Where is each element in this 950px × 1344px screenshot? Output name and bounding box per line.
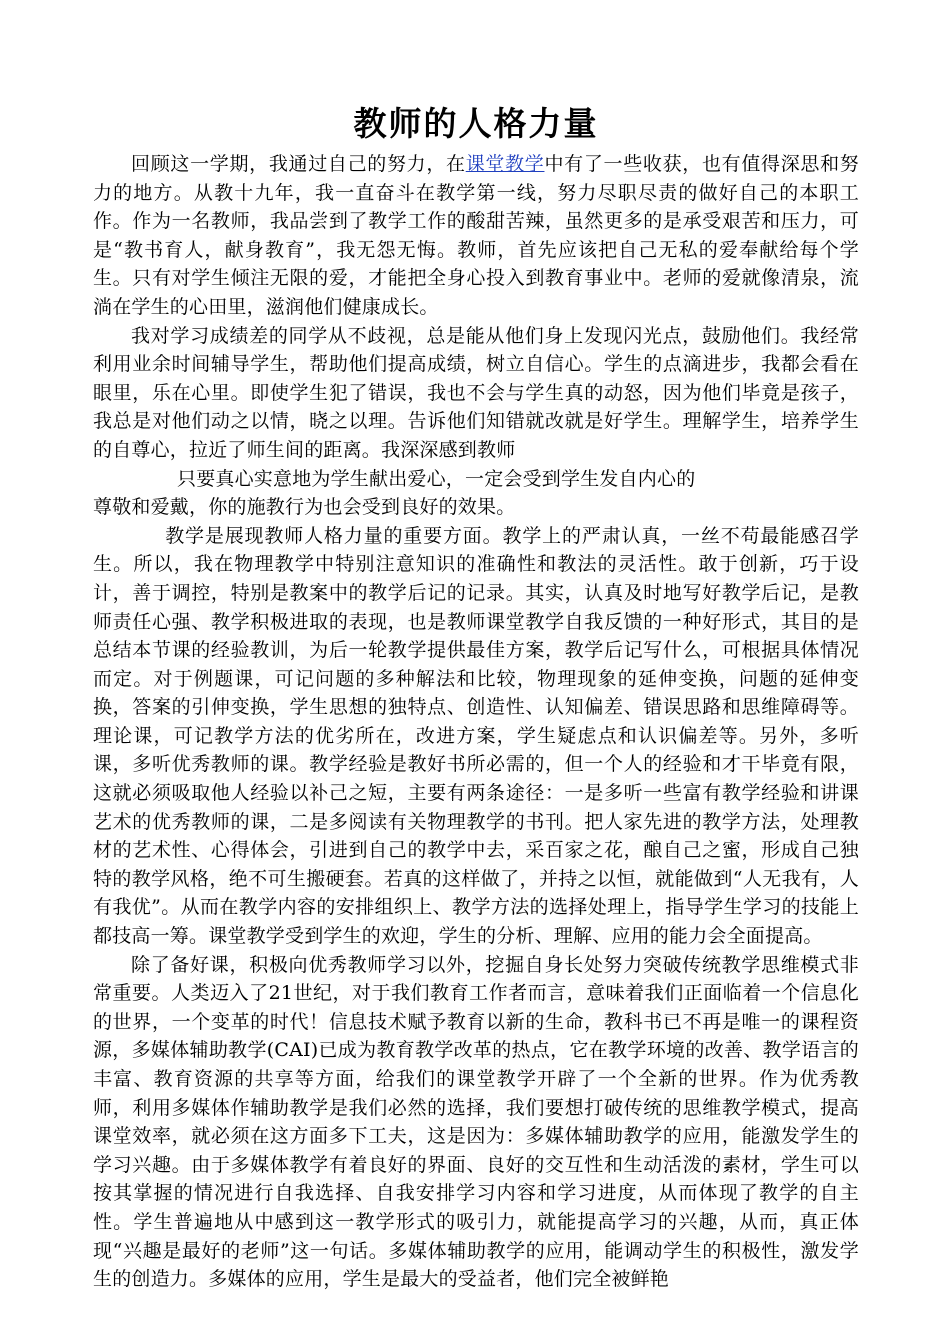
document-page [93, 100, 859, 1294]
paragraph-2-line-b: 只要真心实意地为学生献出爱心，一定会受到学生发自内心的 [177, 467, 696, 490]
paragraph-2: 我对学习成绩差的同学从不歧视，总是能从他们身上发现闪光点，鼓励他们。我经常利用业余时间辅导学生，帮助他们提高成绩，树立自信心。学生的点滴进步，我都会看在眼里，乐在心里。即使学生犯了错误，我也不会与学生真的动怒，因为他们毕竟是孩子，我总是对他们动之以情，晓之以理。告诉他们知错就改就是好学生。理解学生，培养学生的自尊心，拉近了师生间的距离。我深深感到教师 [93, 324, 859, 461]
paragraph-1-text-b: 中有了一些收获，也有值得深思和努力的地方。从教十九年，我一直奋斗在教学第一线，努力尽职尽责的做好自己的本职工作。作为一名教师，我品尝到了教学工作的酸甜苦辣，虽然更多的是承受艰苦和压力，可是“教书育人，献身教育”，我无怨无悔。教师，首先应该把自己无私的爱奉献给每个学生。只有对学生倾注无限的爱，才能把全身心投入到教育事业中。老师的爱就像清泉，流淌在学生的心田里，滋润他们健康成长。 [93, 153, 859, 318]
paragraph-2-line-c: 尊敬和爱戴，你的施教行为也会受到良好的效果。 [93, 496, 516, 519]
classroom-teaching-link[interactable]: 课堂教学 [465, 153, 545, 175]
paragraph-3: 教学是展现教师人格力量的重要方面。教学上的严肃认真，一丝不苟最能感召学生。所以，我在物理教学中特别注意知识的准确性和教法的灵活性。敢于创新，巧于设计，善于调控，特别是教案中的教学后记的记录。其实，认真及时地写好教学后记，是教师责任心强、教学积极进取的表现，也是教师课堂教学自我反馈的一种好形式，其目的是总结本节课的经验教训，为后一轮教学提供最佳方案，教学后记写什么，可根据具体情况而定。对于例题课，可记问题的多种解法和比较，物理现象的延伸变换，问题的延伸变换，答案的引伸变换，学生思想的独特点、创造性、认知偏差、错误思路和思维障碍等。理论课，可记教学方法的优劣所在，改进方案，学生疑虑点和认识偏差等。另外，多听课，多听优秀教师的课。教学经验是教好书所必需的，但一个人的经验和才干毕竟有限，这就必须吸取他人经验以补己之短，主要有两条途径：一是多听一些富有教学经验和讲课艺术的优秀教师的课，二是多阅读有关物理教学的书刊。把人家先进的教学方法，处理教材的艺术性、心得体会，引进到自己的教学中去，采百家之花，酿自己之蜜，形成自己独特的教学风格，绝不可生搬硬套。若真的这样做了，并持之以恒，就能做到“人无我有，人有我优”。从而在教学内容的安排组织上、教学方法的选择处理上，指导学生学习的技能上都技高一筹。课堂教学受到学生的欢迎，学生的分析、理解、应用的能力会全面提高。 [93, 524, 859, 948]
paragraph-4: 除了备好课，积极向优秀教师学习以外，挖掘自身长处努力突破传统教学思维模式非常重要。人类迈入了21世纪，对于我们教育工作者而言，意味着我们正面临着一个信息化的世界，一个变革的时代！信息技术赋予教育以新的生命，教科书已不再是唯一的课程资源，多媒体辅助教学(CAI)已成为教育教学改革的热点，它在教学环境的改善、教学语言的丰富、教育资源的共享等方面，给我们的课堂教学开辟了一个全新的世界。作为优秀教师，利用多媒体作辅助教学是我们必然的选择，我们要想打破传统的思维教学模式，提高课堂效率，就必须在这方面多下工夫，这是因为：多媒体辅助教学的应用，能激发学生的学习兴趣。由于多媒体教学有着良好的界面、良好的交互性和生动活泼的素材，学生可以按其掌握的情况进行自我选择、自我安排学习内容和学习进度，从而体现了教学的自主性。学生普遍地从中感到这一教学形式的吸引力，就能提高学习的兴趣，从而，真正体现“兴趣是最好的老师”这一句话。多媒体辅助教学的应用，能调动学生的积极性，激发学生的创造力。多媒体的应用，学生是最大的受益者，他们完全被鲜艳 [93, 953, 859, 1291]
paragraph-1-text-a: 回顾这一学期，我通过自己的努力，在 [131, 153, 466, 175]
document-title: 教师的人格力量 [353, 104, 599, 143]
paragraph-1 [93, 150, 859, 322]
